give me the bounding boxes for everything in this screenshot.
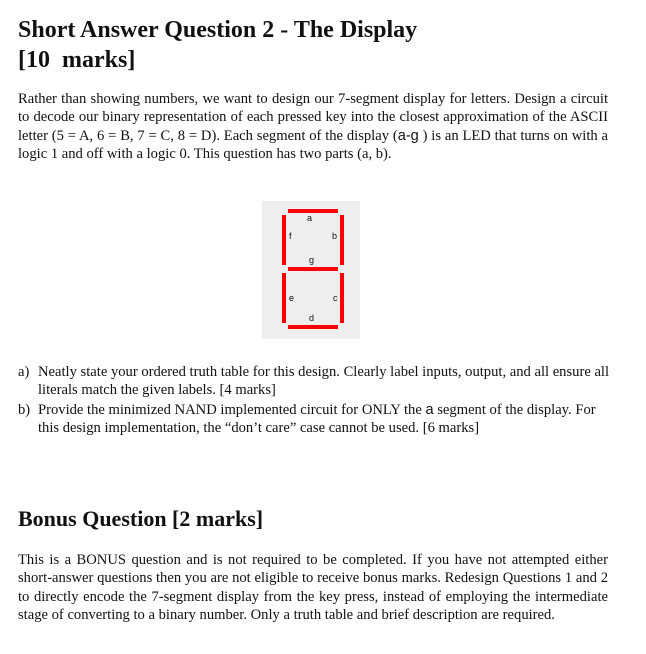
bonus-text: This is a BONUS question and is not required to be completed. If you have not attempted either short-answer questions then you are not eligible to receive bonus marks. Redesign Questions 1 and 2 to directly encode the 7-segment display from the key press, instead of employing the intermediate stage of converting to a binary number. Only a truth table and brief description are required. xyxy=(18,552,608,623)
segment-e xyxy=(282,273,286,323)
segment-label-f: f xyxy=(289,231,292,241)
question-parts xyxy=(18,363,618,438)
part-b-segment: a xyxy=(425,401,434,418)
bonus-title: Bonus Question [2 marks] xyxy=(18,506,264,531)
segment-a xyxy=(288,209,338,213)
intro-segment-range: a-g xyxy=(397,127,419,144)
segment-d xyxy=(288,325,338,329)
part-a xyxy=(18,363,618,400)
question-marks: [10 marks] xyxy=(18,47,136,73)
part-b-text-1: Provide the minimized NAND implemented circuit for ONLY the xyxy=(38,401,426,418)
segment-g xyxy=(288,267,338,271)
segment-label-d: d xyxy=(309,313,315,323)
segment-label-g: g xyxy=(309,255,315,265)
part-b-label: b) xyxy=(18,401,31,418)
question-title-line1: Short Answer Question 2 - The Display xyxy=(18,17,418,43)
segment-label-b: b xyxy=(332,231,338,241)
question-title xyxy=(18,15,417,75)
question-intro xyxy=(18,90,608,163)
part-b-text-2: segment of the display. For this design implementation, the “don’t care” case cannot be used. [6 marks] xyxy=(38,401,596,436)
part-a-label: a) xyxy=(18,364,30,380)
intro-text-1: Rather than showing numbers, we want to design our 7-segment display for letters. Design a circuit to decode our binary representation of each pressed key into the closest approximation of the ASCII letter (5 = A, 6 = B, 7 = C, 8 = D). Each segment of the display ( xyxy=(18,91,608,144)
segment-b xyxy=(340,215,344,265)
segment-c xyxy=(340,273,344,323)
part-a-text: Neatly state your ordered truth table for this design. Clearly label inputs, output, and all ensure all literals match the given labels. [4 marks] xyxy=(38,364,610,399)
segment-f xyxy=(282,215,286,265)
seven-segment-diagram xyxy=(262,201,360,339)
intro-text-2: ) is an LED that turns on with a logic 1 and off with a logic 0. This question has two parts (a, b). xyxy=(18,127,608,162)
segment-label-c: c xyxy=(333,293,338,303)
segment-label-e: e xyxy=(289,293,295,303)
part-b xyxy=(18,401,618,438)
segment-label-a: a xyxy=(307,213,313,223)
